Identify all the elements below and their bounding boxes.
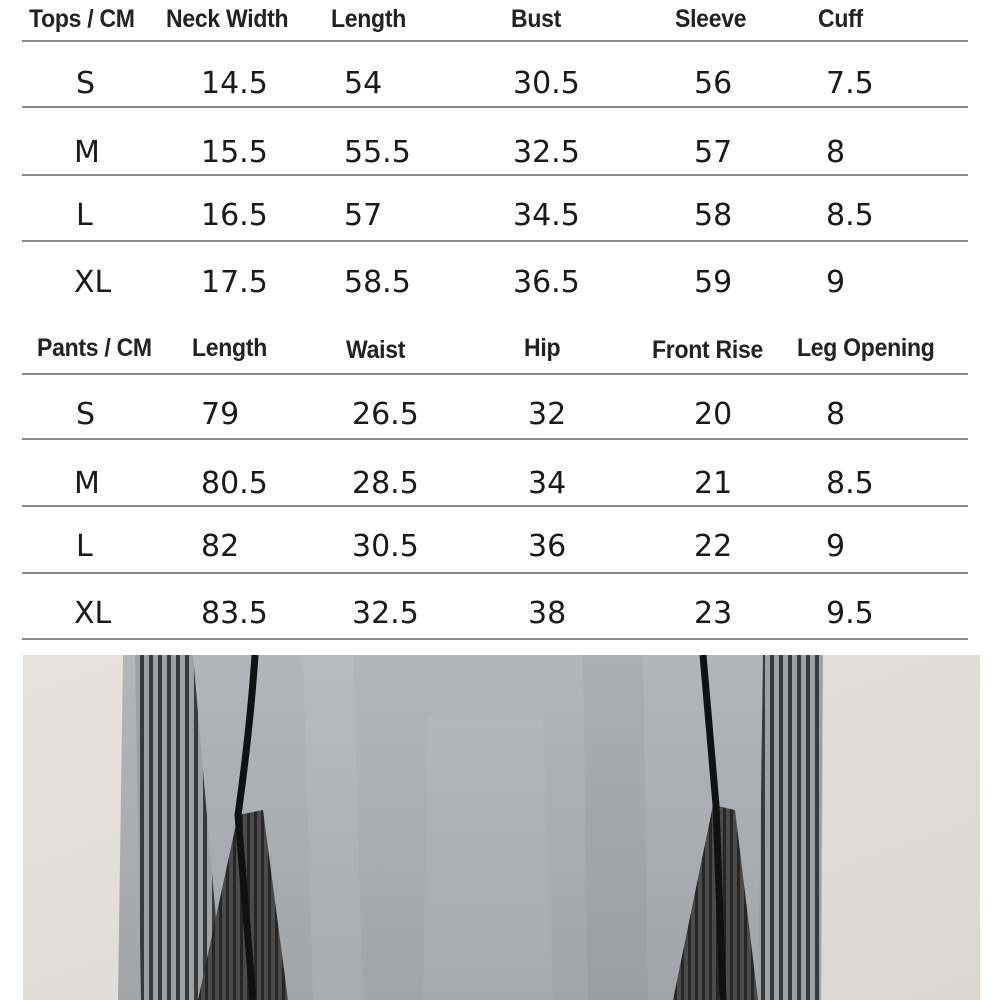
length-cell: 79: [201, 397, 240, 432]
pants-header-label: Pants / CM: [37, 334, 152, 362]
size-cell: S: [76, 66, 96, 101]
tops-header-label: Tops / CM: [29, 5, 135, 33]
table-divider: [22, 40, 968, 42]
length-cell: 55.5: [344, 135, 411, 170]
length-cell: 82: [201, 529, 240, 564]
waist-cell: 30.5: [352, 529, 419, 564]
cuff-cell: 9: [826, 265, 846, 300]
waist-cell: 26.5: [352, 397, 419, 432]
hip-cell: 34: [528, 466, 567, 501]
table-divider: [22, 174, 968, 176]
table-divider: [22, 505, 968, 507]
size-cell: XL: [74, 596, 112, 631]
length-cell: 57: [344, 198, 383, 233]
length-cell: 80.5: [201, 466, 268, 501]
table-divider: [22, 572, 968, 574]
bust-cell: 36.5: [513, 265, 580, 300]
cuff-cell: 8: [826, 135, 846, 170]
size-cell: L: [76, 198, 93, 233]
length-cell: 58.5: [344, 265, 411, 300]
pants-header-front-rise: Front Rise: [652, 336, 763, 364]
bust-cell: 32.5: [513, 135, 580, 170]
waist-cell: 32.5: [352, 596, 419, 631]
tops-header-row: [0, 0, 1000, 40]
fabric-illustration: [23, 655, 980, 1000]
bust-cell: 34.5: [513, 198, 580, 233]
size-cell: S: [76, 397, 96, 432]
bust-cell: 30.5: [513, 66, 580, 101]
hip-cell: 32: [528, 397, 567, 432]
tops-header-cuff: Cuff: [818, 5, 863, 33]
neck-width-cell: 17.5: [201, 265, 268, 300]
fabric-photo: [23, 655, 980, 1000]
cuff-cell: 8.5: [826, 198, 874, 233]
hip-cell: 36: [528, 529, 567, 564]
front-rise-cell: 21: [694, 466, 733, 501]
pants-header-row: [0, 330, 1000, 370]
tops-header-bust: Bust: [511, 5, 562, 33]
pants-header-leg-opening: Leg Opening: [797, 334, 935, 362]
tops-header-length: Length: [331, 5, 406, 33]
leg-opening-cell: 8: [826, 397, 846, 432]
size-cell: M: [74, 466, 100, 501]
front-rise-cell: 23: [694, 596, 733, 631]
table-divider: [22, 240, 968, 242]
length-cell: 54: [344, 66, 383, 101]
table-divider: [22, 438, 968, 440]
size-cell: L: [76, 529, 93, 564]
table-divider: [22, 373, 968, 375]
front-rise-cell: 22: [694, 529, 733, 564]
sleeve-cell: 57: [694, 135, 733, 170]
leg-opening-cell: 8.5: [826, 466, 874, 501]
pants-header-length: Length: [192, 334, 267, 362]
size-cell: M: [74, 135, 100, 170]
tops-header-sleeve: Sleeve: [675, 5, 747, 33]
sleeve-cell: 59: [694, 265, 733, 300]
leg-opening-cell: 9.5: [826, 596, 874, 631]
cuff-cell: 7.5: [826, 66, 874, 101]
table-divider: [22, 638, 968, 640]
length-cell: 83.5: [201, 596, 268, 631]
neck-width-cell: 14.5: [201, 66, 268, 101]
hip-cell: 38: [528, 596, 567, 631]
waist-cell: 28.5: [352, 466, 419, 501]
neck-width-cell: 16.5: [201, 198, 268, 233]
sleeve-cell: 58: [694, 198, 733, 233]
tops-header-neck-width: Neck Width: [166, 5, 289, 33]
pants-header-hip: Hip: [524, 334, 561, 362]
size-cell: XL: [74, 265, 112, 300]
table-divider: [22, 106, 968, 108]
front-rise-cell: 20: [694, 397, 733, 432]
leg-opening-cell: 9: [826, 529, 846, 564]
pants-header-waist: Waist: [346, 336, 406, 364]
sleeve-cell: 56: [694, 66, 733, 101]
neck-width-cell: 15.5: [201, 135, 268, 170]
